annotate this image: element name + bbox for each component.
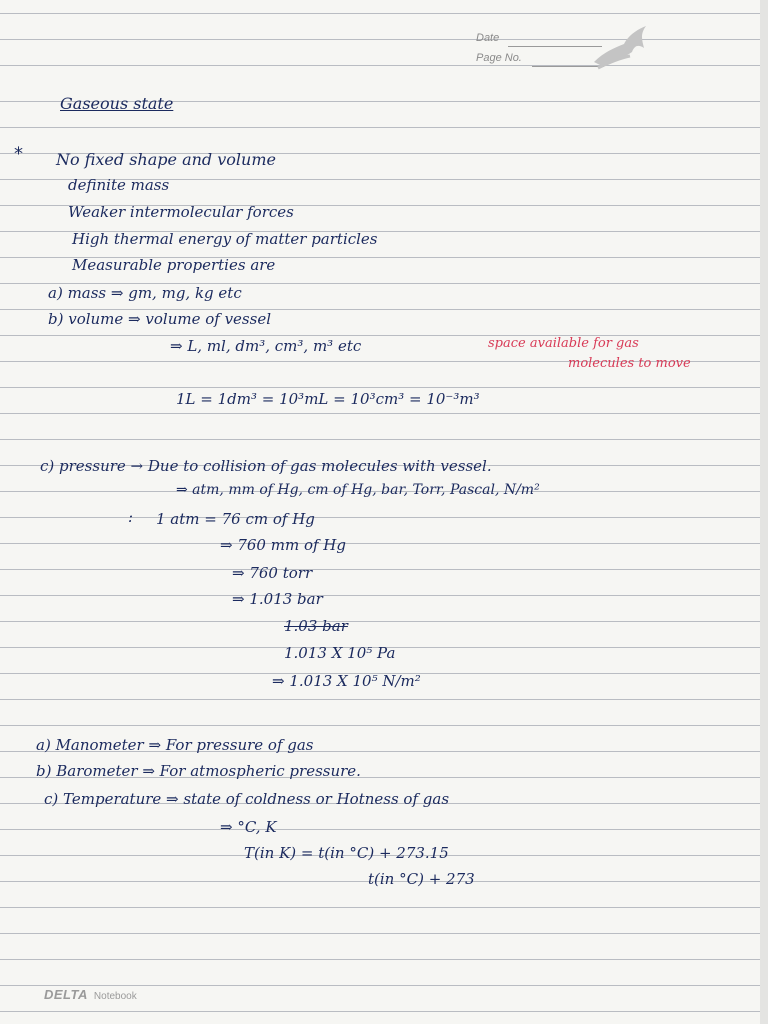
note-line: No fixed shape and volume (56, 150, 276, 169)
note-line: a) Manometer ⇒ For pressure of gas (36, 736, 314, 754)
bullet-asterisk: ⁎ (14, 138, 23, 159)
struck-note-line: 1.03 bar (284, 617, 348, 635)
notebook-brand (44, 986, 137, 1004)
margin-annotation-line: space available for gas (488, 336, 639, 351)
note-line: ⇒ atm, mm of Hg, cm of Hg, bar, Torr, Pascal, N/m² (176, 482, 540, 498)
note-line: Measurable properties are (72, 256, 276, 274)
note-line: 1L = 1dm³ = 10³mL = 10³cm³ = 10⁻³m³ (176, 390, 480, 408)
page-number-label: Page No. (476, 52, 522, 64)
note-line: b) Barometer ⇒ For atmospheric pressure. (36, 762, 361, 780)
note-line: ⇒ L, ml, dm³, cm³, m³ etc (170, 337, 362, 355)
horse-logo-icon (588, 22, 652, 74)
note-line: c) pressure → Due to collision of gas molecules with vessel. (40, 457, 492, 475)
note-line: ⇒ 760 torr (232, 564, 313, 582)
brand-product: Notebook (93, 991, 137, 1002)
page-edge (760, 0, 768, 1024)
date-label: Date (476, 32, 500, 44)
note-line: a) mass ⇒ gm, mg, kg etc (48, 284, 242, 302)
note-line: ⇒ 1.013 X 10⁵ N/m² (272, 672, 421, 690)
note-line: ⇒ 1.013 bar (232, 590, 323, 608)
note-line: Weaker intermolecular forces (68, 203, 294, 221)
note-line: ⇒ °C, K (220, 818, 277, 836)
margin-annotation-line: molecules to move (568, 356, 691, 371)
page-title: Gaseous state (60, 94, 174, 113)
note-line: ⇒ 760 mm of Hg (220, 536, 346, 554)
note-line: : (128, 508, 134, 526)
note-line: High thermal energy of matter particles (72, 230, 378, 248)
note-line: 1 atm = 76 cm of Hg (156, 510, 315, 528)
formula-line: T(in K) = t(in °C) + 273.15 (244, 844, 449, 862)
brand-name: DELTA (44, 987, 88, 1002)
note-line: 1.013 X 10⁵ Pa (284, 644, 396, 662)
note-line: c) Temperature ⇒ state of coldness or Hotness of gas (44, 790, 450, 808)
note-line: definite mass (68, 176, 170, 194)
note-line: b) volume ⇒ volume of vessel (48, 310, 271, 328)
formula-line: t(in °C) + 273 (368, 870, 475, 888)
